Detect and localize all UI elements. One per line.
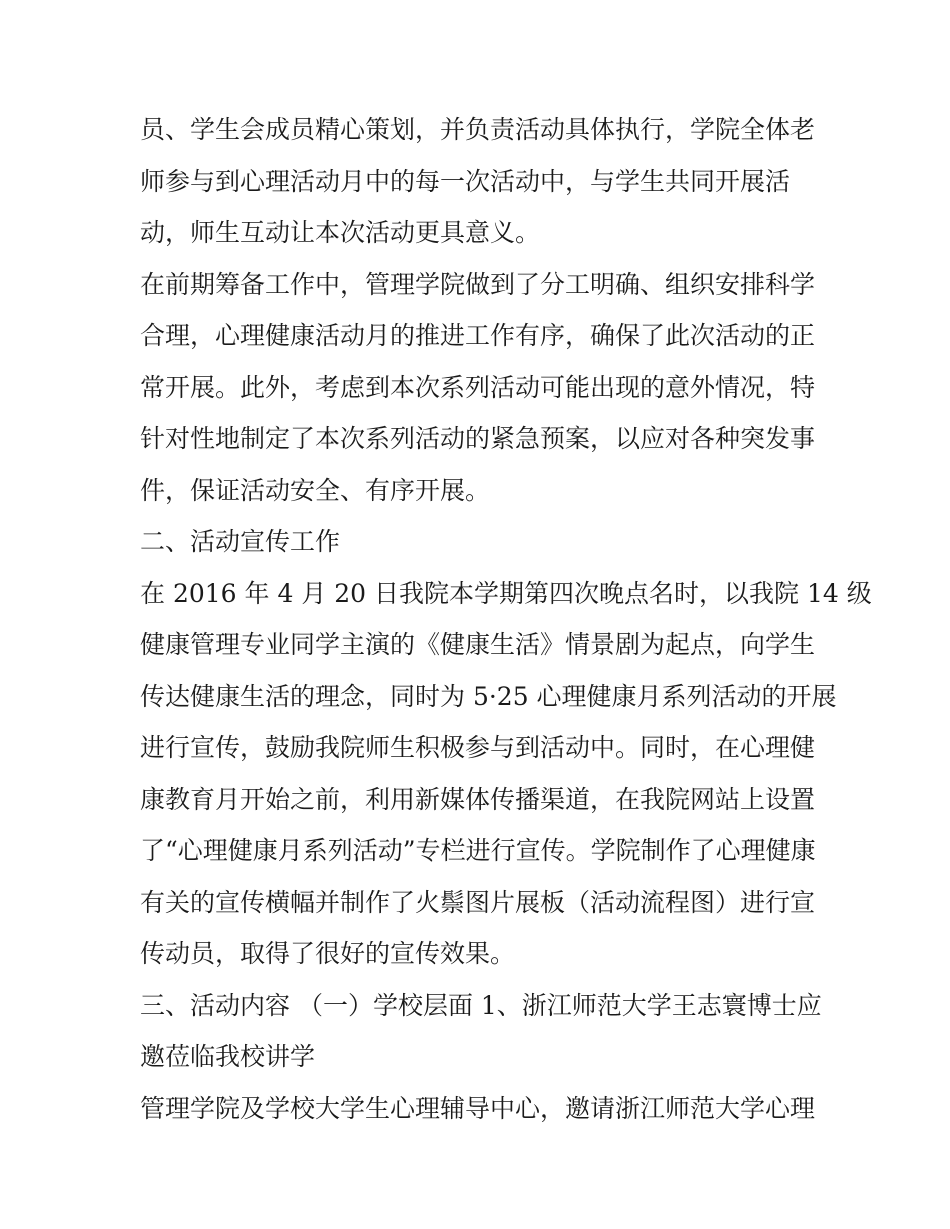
text-line: 常开展。此外，考虑到本次系列活动可能出现的意外情况，特 [140,372,816,402]
section-heading: 二、活动宣传工作 [140,527,341,556]
text-line: 在前期筹备工作中，管理学院做到了分工明确、组织安排科学 [140,269,816,299]
text-line: 管理学院及学校大学生心理辅导中心，邀请浙江师范大学心理 [140,1093,816,1123]
section-heading: 三、活动内容 （一）学校层面 1、浙江师范大学王志寰博士应 [140,990,822,1020]
text-line: 员、学生会成员精心策划，并负责活动具体执行，学院全体老 [140,115,816,144]
section-heading: 邀莅临我校讲学 [140,1042,316,1071]
text-line: 健康管理专业同学主演的《健康生活》情景剧为起点，向学生 [140,630,816,659]
text-line: 师参与到心理活动月中的每一次活动中，与学生共同开展活 [140,166,791,196]
text-line: 针对性地制定了本次系列活动的紧急预案，以应对各种突发事 [140,424,816,453]
text-line: 传达健康生活的理念，同时为 5·25 心理健康月系列活动的开展 [140,681,837,711]
text-line: 有关的宣传横幅并制作了火鬃图片展板（活动流程图）进行宣 [140,887,816,917]
text-line: 了“心理健康月系列活动”专栏进行宣传。学院制作了心理健康 [140,836,816,865]
text-line: 件，保证活动安全、有序开展。 [140,475,491,505]
text-line: 传动员，取得了很好的宣传效果。 [140,939,516,968]
text-line: 进行宣传，鼓励我院师生积极参与到活动中。同时，在心理健 [140,733,816,762]
document-body [140,104,872,1134]
text-line: 合理，心理健康活动月的推进工作有序，确保了此次活动的正 [140,321,816,350]
text-line: 在 2016 年 4 月 20 日我院本学期第四次晚点名时，以我院 14 级 [140,578,872,608]
text-line: 康教育月开始之前，利用新媒体传播渠道，在我院网站上设置 [140,784,816,814]
text-line: 动，师生互动让本次活动更具意义。 [140,218,541,247]
